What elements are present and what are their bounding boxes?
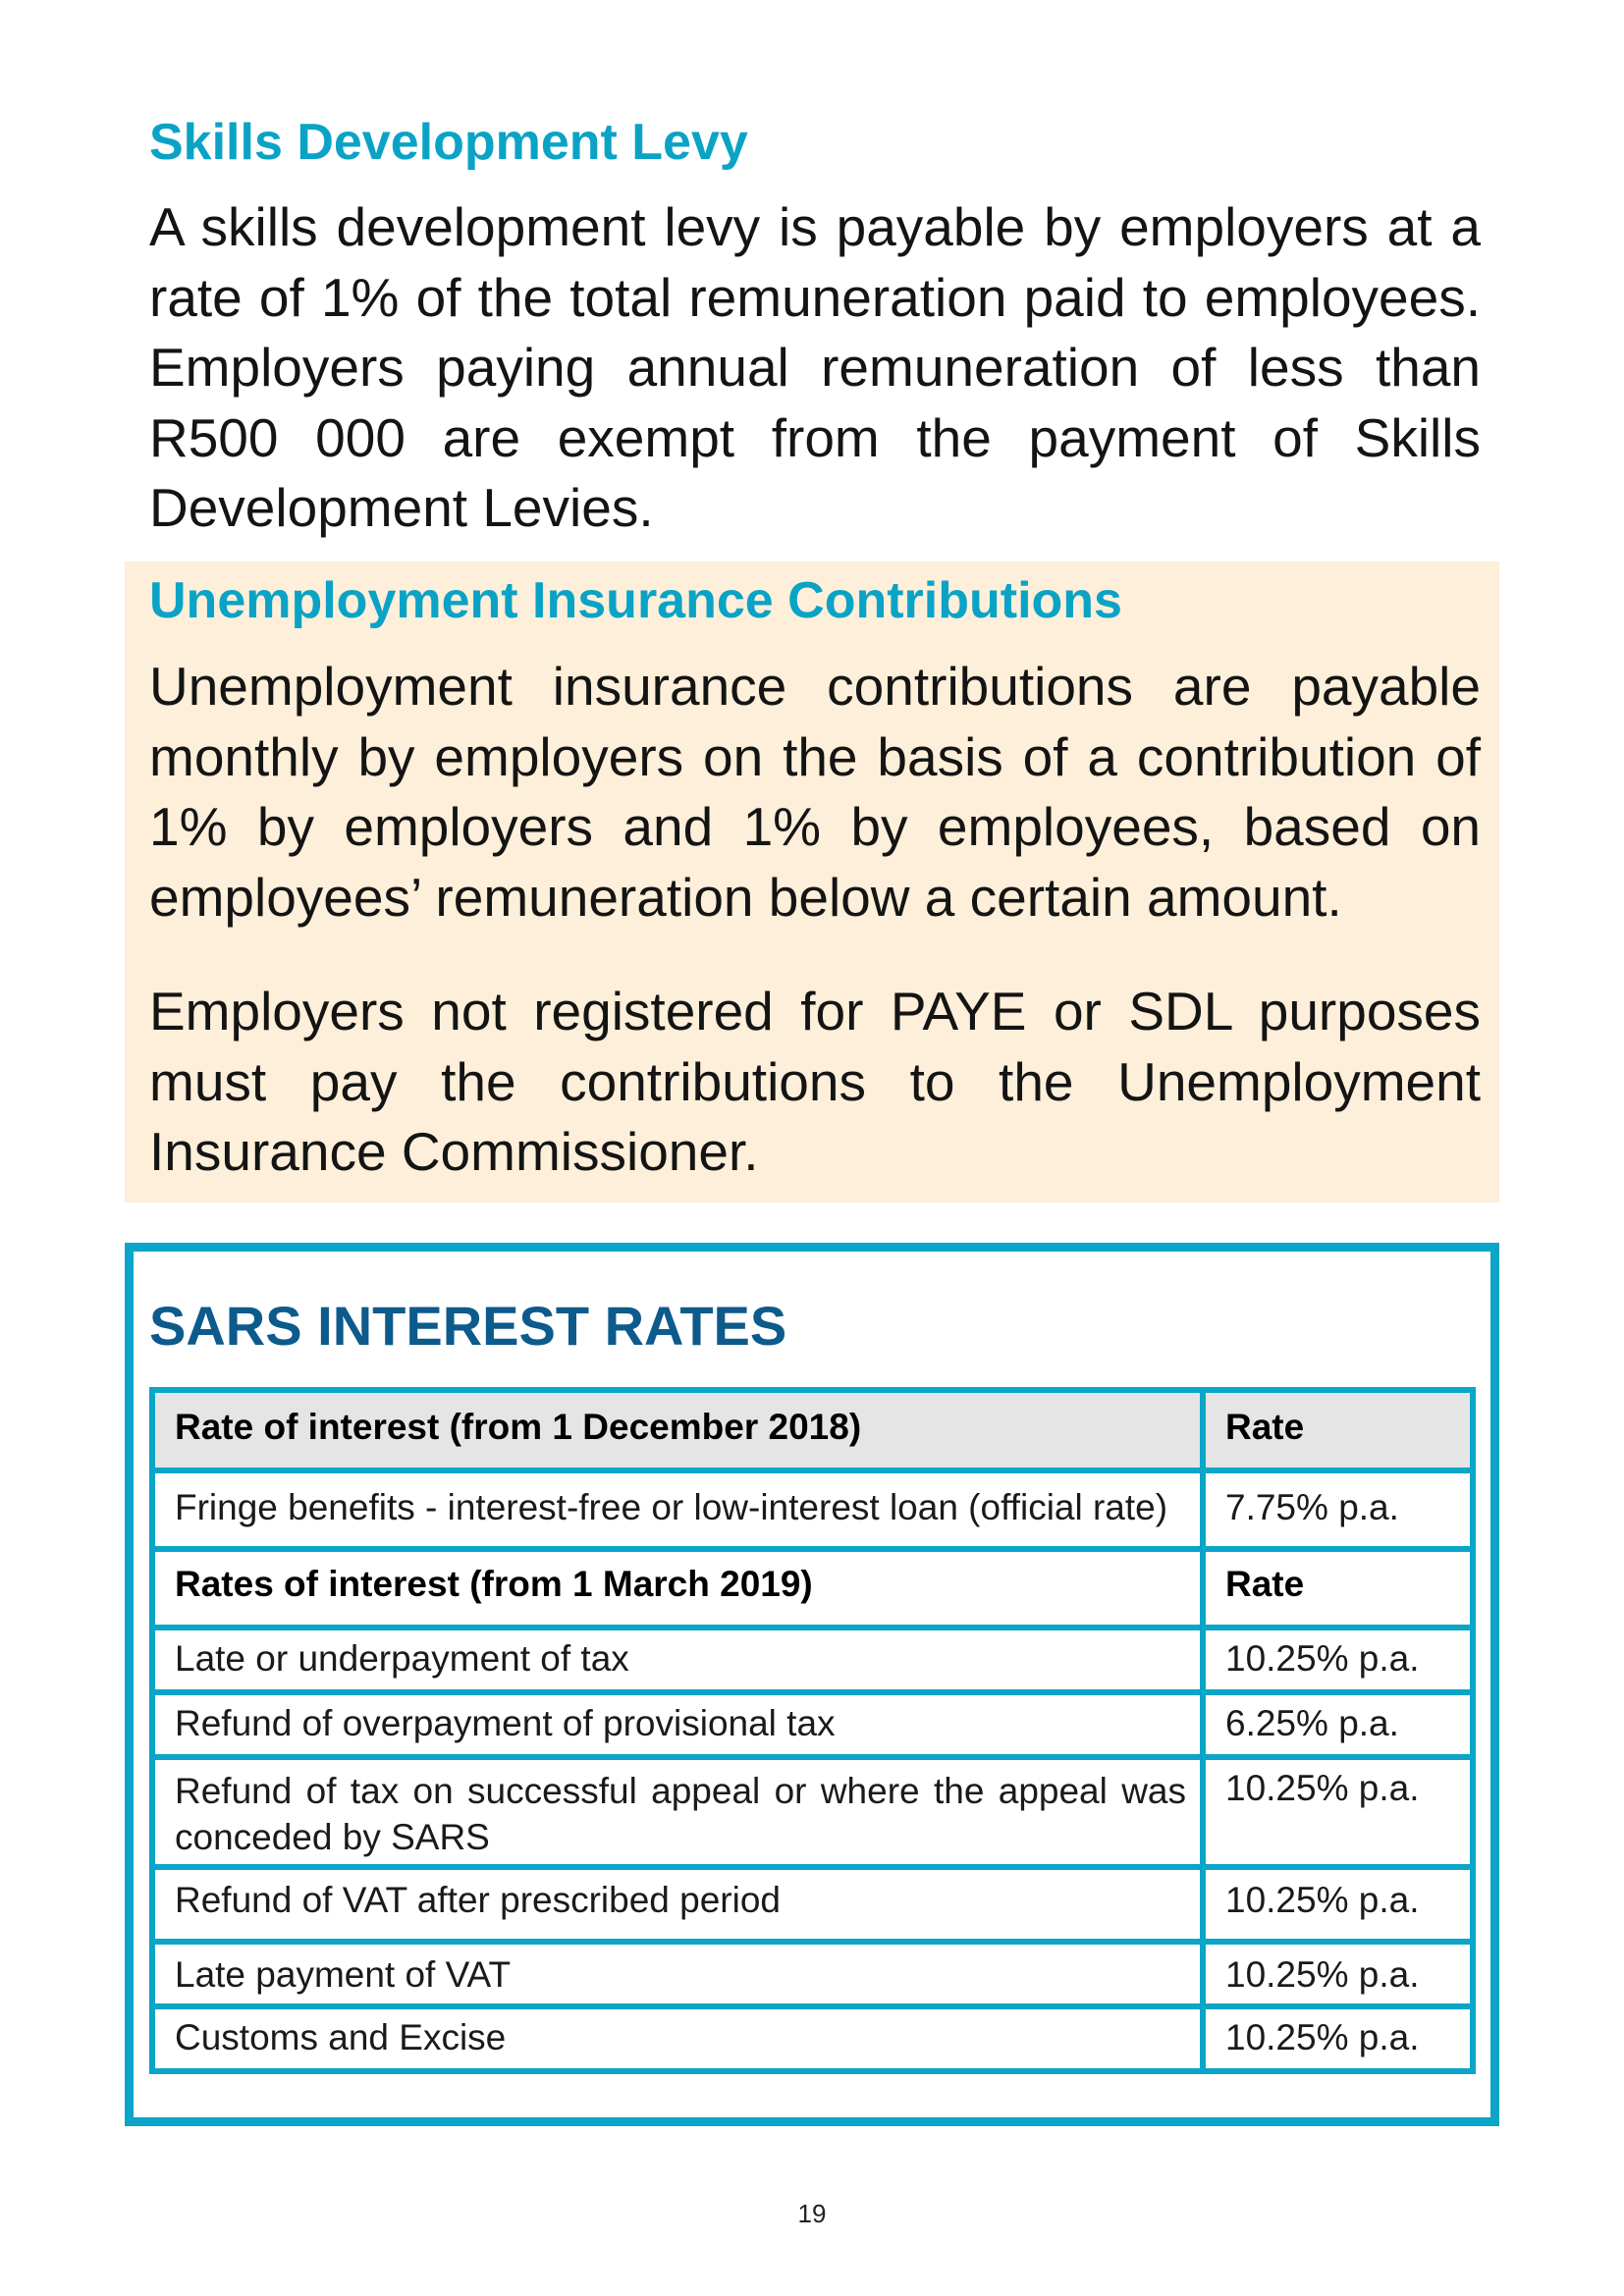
table-cell-rate: 10.25% p.a. — [1203, 1867, 1473, 1942]
table-cell-rate: 6.25% p.a. — [1203, 1692, 1473, 1757]
table-header-cell: Rate of interest (from 1 December 2018) — [152, 1390, 1203, 1470]
table-row — [152, 1942, 1473, 2006]
skills-development-levy-heading: Skills Development Levy — [149, 114, 748, 171]
table-row — [152, 1692, 1473, 1757]
sars-interest-rates-table — [149, 1387, 1476, 2074]
table-cell-rate: 10.25% p.a. — [1203, 1757, 1473, 1867]
table-cell-rate: 7.75% p.a. — [1203, 1470, 1473, 1549]
table-header-cell: Rate — [1203, 1390, 1473, 1470]
table-subheader-cell: Rates of interest (from 1 March 2019) — [152, 1549, 1203, 1628]
table-cell-rate: 10.25% p.a. — [1203, 1942, 1473, 2006]
unemployment-insurance-paragraph: Employers not registered for PAYE or SDL purposes must pay the contributions to the Unemployment Insurance Commissioner. — [149, 981, 1481, 1182]
table-row — [152, 1470, 1473, 1549]
table-cell-label: Late payment of VAT — [152, 1942, 1203, 2006]
table-subheader-cell: Rate — [1203, 1549, 1473, 1628]
table-cell-rate: 10.25% p.a. — [1203, 2006, 1473, 2071]
table-cell-label: Refund of VAT after prescribed period — [152, 1867, 1203, 1942]
table-cell-rate: 10.25% p.a. — [1203, 1628, 1473, 1692]
table-cell-label: Refund of tax on successful appeal or where the appeal was conceded by SARS — [152, 1757, 1203, 1867]
unemployment-insurance-paragraph: Unemployment insurance contributions are payable monthly by employers on the basis of a contribution of 1% by employers and 1% by employees, based on employees’ remuneration below a certain amount. — [149, 656, 1481, 928]
page-number: 19 — [797, 2199, 827, 2228]
table-row — [152, 1867, 1473, 1942]
table-row — [152, 2006, 1473, 2071]
table-row — [152, 1757, 1473, 1867]
table-cell-label: Refund of overpayment of provisional tax — [152, 1692, 1203, 1757]
table-cell-label: Late or underpayment of tax — [152, 1628, 1203, 1692]
skills-development-levy-paragraph: A skills development levy is payable by employers at a rate of 1% of the total remuneration paid to employees. Employers paying annual remuneration of less than R500 000 are exempt from the payment of Skills Development Levies. — [149, 196, 1481, 538]
table-cell-label: Customs and Excise — [152, 2006, 1203, 2071]
table-header-row — [152, 1390, 1473, 1470]
table-subheader-row — [152, 1549, 1473, 1628]
table-cell-label: Fringe benefits - interest-free or low-interest loan (official rate) — [152, 1470, 1203, 1549]
table-row — [152, 1628, 1473, 1692]
unemployment-insurance-heading: Unemployment Insurance Contributions — [149, 572, 1122, 629]
sars-interest-rates-heading: SARS INTEREST RATES — [149, 1295, 787, 1357]
